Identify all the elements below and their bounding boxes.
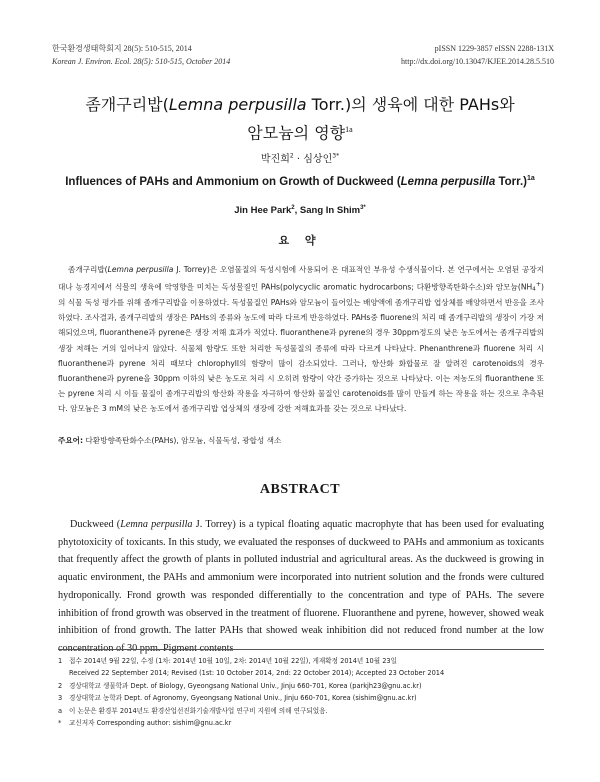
journal-name-ko: 한국환경생태학회지 28(5): 510-515, 2014 xyxy=(52,44,192,53)
korean-abstract: 좀개구리밥(Lemna perpusilla J. Torrey)은 오염물질의 독성시험에 사용되어 온 대표적인 부유성 수생식물이다. 본 연구에서는 오염된 공장지대나 농경지에서 식물의 생육에 악영향을 미치는 독성물질인 PAHs(polycyclic aromatic hydrocarbons; 다환방향족탄화수소)와 암모늄$(NH_4^+)$의 식물 독성 평가를 위해 좀개구리밥을 이용하였다. 독성물질인 PAHs와 암모늄이 들어있는 배양액에 좀개구리밥 엽상체를 배양하면서 반응을 조사하였다. 조사결과, 좀개구리밥의 생장은 PAHs의 종류와 농도에 따라 다르게 반응하였다. PAHs중 fluorene의 처리 때 좀개구리밥의 생장이 가장 저해되었으며, fluoranthene과 pyrene은 생장 저해 효과가 적었다. fluoranthene과 pyrene의 경우 30ppm정도의 낮은 농도에서는 좀개구리밥의 생장 저해는 거의 일어나지 않았다. 식물체 함량도 또한 처리한 독성물질의 종류에 따라 다르게 나타났다. Phenanthrene과 fluorene 처리 시 fluoranthene과 pyrene 처리 때보다 chlorophyll의 함량이 많이 감소되었다. 그러나, 항산화 화합물로 잘 알려진 carotenoids의 경우 fluoranthene과 pyrene을 30ppm 이하의 낮은 농도로 처리 시 오히려 함량이 약간 증가하는 것으로 나타났다. 이는 저농도의 fluoranthene 또는 pyrene 처리 시 이들 물질이 좀개구리밥의 항산화 작용을 자극하여 항산화 물질인 carotenoids를 많이 만들게 하는 작용을 하는 것으로 추측된다. 암모늄은 3 mM의 낮은 농도에서 좀개구리밥 엽상체의 생장에 강한 저해효과를 갖는 것으로 나타났다. xyxy=(58,265,544,414)
footnote-divider xyxy=(58,649,544,650)
authors-korean: 박진희$^2$ · 심상인$^{3*}$ xyxy=(260,152,340,165)
footnote-dates-en: Received 22 September 2014; Revised (1st: 10 October 2014, 2nd: 22 October 2014); Accepted 23 October 2014 xyxy=(69,669,445,678)
keywords-text: 다환방향족탄화수소(PAHs), 암모늄, 식물독성, 광합성 색소 xyxy=(83,436,282,445)
footnote-funding: a 이 논문은 환경부 2014년도 환경산업선진화기술개발사업 연구비 지원에 의해 연구되었음. xyxy=(58,706,328,715)
title-english: Influences of PAHs and Ammonium on Growth of Duckweed (Lemna perpusilla Torr.)$^{1a}$ xyxy=(65,175,535,188)
footnote-affiliation-biology: 2 경상대학교 생물학과 Dept. of Biology, Gyeongsang National Univ., Jinju 660-701, Korea (parkjh23@gnu.ac.kr) xyxy=(58,681,422,690)
footnote-affiliation-agronomy: 3 경상대학교 농학과 Dept. of Agronomy, Gyeongsang National Univ., Jinju 660-701, Korea (sishim@gnu.ac.kr) xyxy=(58,694,417,703)
issn-header xyxy=(401,42,554,68)
footnote-corresponding-author: * 교신저자 Corresponding author: sishim@gnu.ac.kr xyxy=(58,719,232,728)
doi-link: http://dx.doi.org/10.13047/KJEE.2014.28.5.510 xyxy=(401,57,554,66)
journal-header xyxy=(52,42,230,68)
issn: pISSN 1229-3857 eISSN 2288-131X xyxy=(434,44,554,53)
footnote-dates: 1 접수 2014년 9월 22일, 수정 (1차: 2014년 10월 10일, 2차: 2014년 10월 22일), 게재확정 2014년 10월 23일 xyxy=(58,657,397,665)
title-footnote-mark: 1a xyxy=(345,125,353,134)
footnotes xyxy=(58,655,548,729)
english-abstract: Duckweed (Lemna perpusilla J. Torrey) is a typical floating aquatic macrophyte that has been used for evaluating phytotoxicity of toxicants. In this study, we evaluated the responses of duckweed to PAHs and ammonium as toxicants that frequently affect the growth of plants in polluted industrial and agricultural areas. As the duckweed is growing in aquatic environment, the PAHs and ammonium were incorporated into nutrient solution and the fronds were cultured hydroponically. Frond growth was responded differentially to the concentration and type of PAHs. The severe inhibition of frond growth was observed in the treatment of fluorene. Fluoranthene and pyrene, however, showed weak inhibition of frond growth. The latter PAHs that showed weak inhibition did not reduced frond number at the low concentration of 30 ppm. Pigment contents xyxy=(58,519,544,654)
abstract-heading: ABSTRACT xyxy=(259,482,341,497)
korean-abstract-heading: 요 약 xyxy=(278,234,322,247)
authors-english: Jin Hee Park$^2$, Sang In Shim$^{3*}$ xyxy=(234,205,366,217)
journal-name-en: Korean J. Environ. Ecol. 28(5): 510-515, October 2014 xyxy=(52,57,231,66)
title-korean xyxy=(0,92,600,145)
keywords-label: 주요어: xyxy=(58,436,84,445)
keywords xyxy=(58,435,544,446)
title-korean-line2: 암모늄의 영향$^{1a}$ xyxy=(247,123,353,143)
title-korean-line1: 좀개구리밥(Lemna perpusilla Torr.)의 생육에 대한 PAHs와 xyxy=(85,95,515,114)
